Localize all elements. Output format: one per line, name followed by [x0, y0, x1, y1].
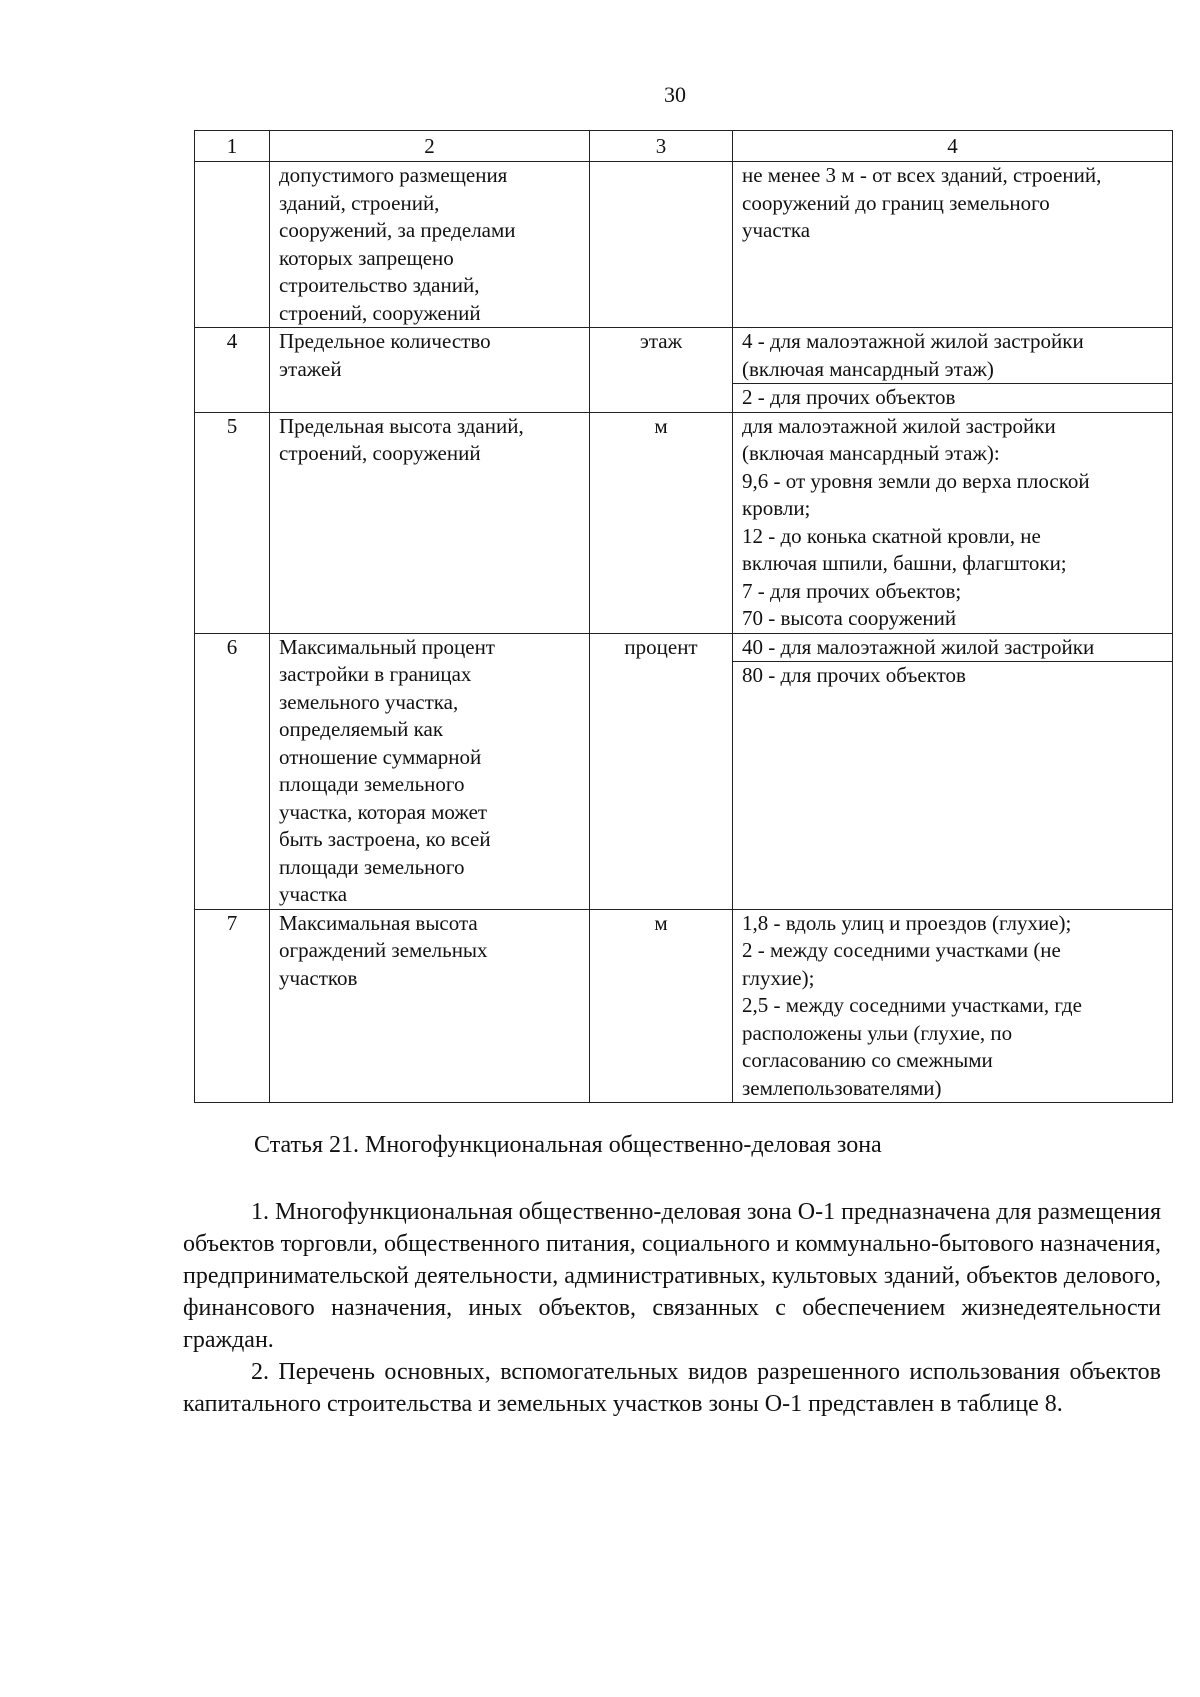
row-number: 7 — [195, 909, 270, 1103]
value-line: глухие); — [742, 965, 815, 990]
parameter-name-line: Максимальная высота — [279, 910, 478, 935]
column-header-1: 1 — [195, 131, 270, 162]
table-row — [195, 162, 1173, 328]
column-header-2: 2 — [270, 131, 590, 162]
table-header-row — [195, 131, 1173, 162]
parameter-name-line: зданий, строений, — [279, 190, 440, 215]
parameter-name-line: быть застроена, ко всей — [279, 827, 491, 851]
parameter-name — [270, 162, 590, 328]
parameter-name-line: Предельное количество — [279, 329, 491, 353]
value-line: землепользователями) — [742, 1075, 942, 1100]
value-line: расположены ульи (глухие, по — [742, 1020, 1013, 1045]
article-paragraph-1: 1. Многофункциональная общественно-деловая зона О-1 предназначена для размещения объектов торговли, общественного питания, социального и коммунально-бытового назначения, предпринимательской деятельности, административных, культовых зданий, объектов делового, финансового назначения, иных объектов, связанных с обеспечением жизнедеятельности граждан. — [183, 1199, 1162, 1353]
parameter-name-line: строений, сооружений — [279, 441, 481, 465]
value-line: 4 - для малоэтажной жилой застройки — [742, 329, 1084, 353]
value-line: 1,8 - вдоль улиц и проездов (глухие); — [742, 910, 1072, 935]
row-number: 4 — [195, 328, 270, 413]
column-header-3: 3 — [590, 131, 733, 162]
unit-of-measure: этаж — [590, 328, 733, 413]
parameter-name-line: которых запрещено — [279, 245, 454, 270]
unit-of-measure: м — [590, 412, 733, 633]
value-line: включая шпили, башни, флагштоки; — [742, 551, 1067, 575]
value-line: кровли; — [742, 496, 811, 520]
row-number: 5 — [195, 412, 270, 633]
value-line: сооружений до границ земельного — [742, 190, 1050, 215]
row-number: 6 — [195, 633, 270, 909]
value-line: 12 - до конька скатной кровли, не — [742, 523, 1041, 548]
parameter-name-line: допустимого размещения — [279, 163, 508, 187]
parameter-name — [270, 909, 590, 1103]
table-body — [195, 162, 1173, 1103]
unit-of-measure — [590, 162, 733, 328]
value-line: (включая мансардный этаж) — [742, 356, 994, 381]
value-line: (включая мансардный этаж): — [742, 441, 1000, 465]
value-line: для малоэтажной жилой застройки — [742, 413, 1056, 438]
parameter-name-line: ограждений земельных — [279, 938, 488, 962]
column-header-4: 4 — [733, 131, 1173, 162]
unit-of-measure: м — [590, 909, 733, 1103]
table-row — [195, 412, 1173, 633]
parameter-name-line: земельного участка, — [279, 689, 459, 714]
parameter-values — [733, 909, 1173, 1103]
article-title: Статья 21. Многофункциональная общественно-деловая зона — [254, 1132, 882, 1158]
parameter-name-line: застройки в границах — [279, 662, 472, 686]
parameter-name-line: Максимальный процент — [279, 634, 495, 659]
value-line: 80 - для прочих объектов — [742, 663, 966, 687]
value-group — [733, 413, 1172, 633]
parameter-name-line: строительство зданий, — [279, 273, 480, 297]
parameter-name-line: площади земельного — [279, 854, 465, 879]
parameter-name — [270, 328, 590, 413]
value-line: не менее 3 м - от всех зданий, строений, — [742, 163, 1102, 187]
value-line: 2 - для прочих объектов — [742, 385, 956, 409]
parameter-name — [270, 412, 590, 633]
table-row — [195, 909, 1173, 1103]
parameter-name-line: участков — [279, 965, 358, 990]
value-group — [733, 383, 1172, 412]
parameter-name-line: участка — [279, 882, 348, 906]
unit-of-measure: процент — [590, 633, 733, 909]
table-row — [195, 633, 1173, 909]
parameter-name-line: определяемый как — [279, 717, 444, 741]
page-number: 30 — [664, 82, 686, 107]
article-paragraph-2: 2. Перечень основных, вспомогательных видов разрешенного использования объектов капитального строительства и земельных участков зоны О-1 представлен в таблице 8. — [183, 1359, 1161, 1417]
value-line: участка — [742, 218, 811, 242]
parameter-values — [733, 162, 1173, 328]
row-number — [195, 162, 270, 328]
parameter-values — [733, 412, 1173, 633]
value-line: 40 - для малоэтажной жилой застройки — [742, 634, 1095, 659]
value-group — [733, 328, 1172, 383]
article-body — [183, 1196, 1161, 1420]
parameter-name-line: участка, которая может — [279, 799, 488, 824]
value-group — [733, 910, 1172, 1103]
regulations-table — [194, 130, 1173, 1103]
parameter-name-line: Предельная высота зданий, — [279, 413, 524, 438]
parameter-values — [733, 328, 1173, 413]
value-group — [733, 661, 1172, 690]
value-line: 2 - между соседними участками (не — [742, 938, 1061, 962]
parameter-values — [733, 633, 1173, 909]
parameter-name — [270, 633, 590, 909]
value-group — [733, 634, 1172, 662]
value-line: 7 - для прочих объектов; — [742, 578, 962, 603]
table-row — [195, 328, 1173, 413]
parameter-name-line: отношение суммарной — [279, 744, 482, 769]
value-line: 2,5 - между соседними участками, где — [742, 993, 1082, 1017]
parameter-name-line: строений, сооружений — [279, 300, 481, 325]
value-line: 9,6 - от уровня земли до верха плоской — [742, 468, 1090, 493]
parameter-name-line: сооружений, за пределами — [279, 218, 516, 242]
value-line: 70 - высота сооружений — [742, 606, 957, 630]
value-line: согласованию со смежными — [742, 1048, 993, 1072]
parameter-name-line: площади земельного — [279, 772, 465, 796]
value-group — [733, 162, 1172, 245]
parameter-name-line: этажей — [279, 356, 342, 381]
